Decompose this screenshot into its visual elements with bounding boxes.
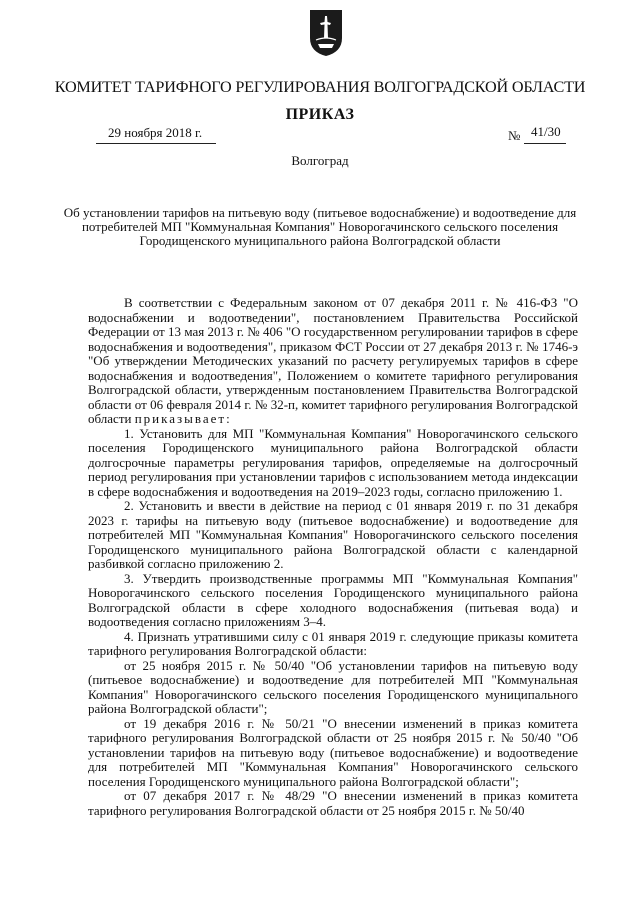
preamble-text: В соответствии с Федеральным законом от 07 декабря 2011 г. № 416-ФЗ "О водоснабжении и водоотведении", постановлением Правительства Российской Федерации от 13 мая 2013 г. № 406 "О государственном регулировании тарифов в сфере водоснабжения и водоотведения", приказом ФСТ России от 27 декабря 2013 г. № 1746-э "Об утверждении Методических указаний по расчету регулируемых тарифов в сфере водоснабжения и водоотведения", Положением о комитете тарифного регулирования Волгоградской области, утвержденным постановлением Правительства Волгоградской области от 06 февраля 2014 г. № 32-п, комитет тарифного регулирования Волгоградской области	[88, 295, 578, 426]
paragraph-1: 1. Установить для МП "Коммунальная Компания" Новорогачинского сельского поселения Городищенского муниципального района Волгоградской области долгосрочные параметры регулирования тарифов, определяемые на долгосрочный период регулирования при установлении тарифов с использованием метода индексации в сфере водоснабжения и водоотведения на 2019–2023 годы, согласно приложению 1.	[88, 425, 578, 499]
paragraph-2: 2. Установить и ввести в действие на период с 01 января 2019 г. по 31 декабря 2023 г. тарифы на питьевую воду (питьевое водоснабжение) и водоотведение для потребителей МП "Коммунальная Компания" Новорогачинского сельского поселения Городищенского муниципального района Волгоградской области с календарной разбивкой согласно приложению 2.	[88, 498, 578, 571]
committee-name: КОМИТЕТ ТАРИФНОГО РЕГУЛИРОВАНИЯ ВОЛГОГРАДСКОЙ ОБЛАСТИ	[54, 78, 586, 96]
preamble-paragraph	[88, 296, 578, 427]
city: Волгоград	[291, 153, 349, 168]
order-date: 29 ноября 2018 г.	[108, 125, 203, 140]
repealed-order-2: от 19 декабря 2016 г. № 50/21 "О внесении изменений в приказ комитета тарифного регулирования Волгоградской области от 25 ноября 2015 г. № 50/40 "Об установлении тарифов на питьевую воду (питьевое водоснабжение) и водоотведение для потребителей МП "Коммунальная Компания" Новорогачинского сельского поселения Городищенского муниципального района Волгоградской области";	[88, 715, 578, 789]
paragraph-4: 4. Признать утратившими силу с 01 января 2019 г. следующие приказы комитета тарифного регулирования Волгоградской области:	[88, 628, 578, 658]
paragraph-3: 3. Утвердить производственные программы МП "Коммунальная Компания" Новорогачинского сельского поселения Городищенского муниципального района Волгоградской области в сфере холодного водоснабжения (питьевая вода) и водоотведения согласно приложениям 3–4.	[88, 570, 578, 629]
number-underline	[524, 143, 566, 144]
order-number: 41/30	[531, 124, 561, 139]
repealed-order-1: от 25 ноября 2015 г. № 50/40 "Об установлении тарифов на питьевую воду (питьевое водоснабжение) и водоотведение для потребителей МП "Коммунальная Компания" Новорогачинского сельского поселения Городищенского муниципального района Волгоградской области";	[88, 657, 578, 716]
repealed-order-3: от 07 декабря 2017 г. № 48/29 "О внесении изменений в приказ комитета тарифного регулирования Волгоградской области от 25 ноября 2015 г. № 50/40	[88, 788, 578, 818]
document-title: ПРИКАЗ	[285, 106, 355, 123]
decree-word: приказывает:	[134, 411, 232, 426]
number-label: №	[508, 128, 521, 143]
date-underline	[96, 143, 216, 144]
order-body	[88, 296, 578, 818]
coat-of-arms-emblem	[308, 8, 344, 58]
order-subject: Об установлении тарифов на питьевую воду (питьевое водоснабжение) и водоотведение для потребителей МП "Коммунальная Компания" Новорогачинского сельского поселения Городищенского муниципального района Волгоградской области	[63, 205, 577, 248]
